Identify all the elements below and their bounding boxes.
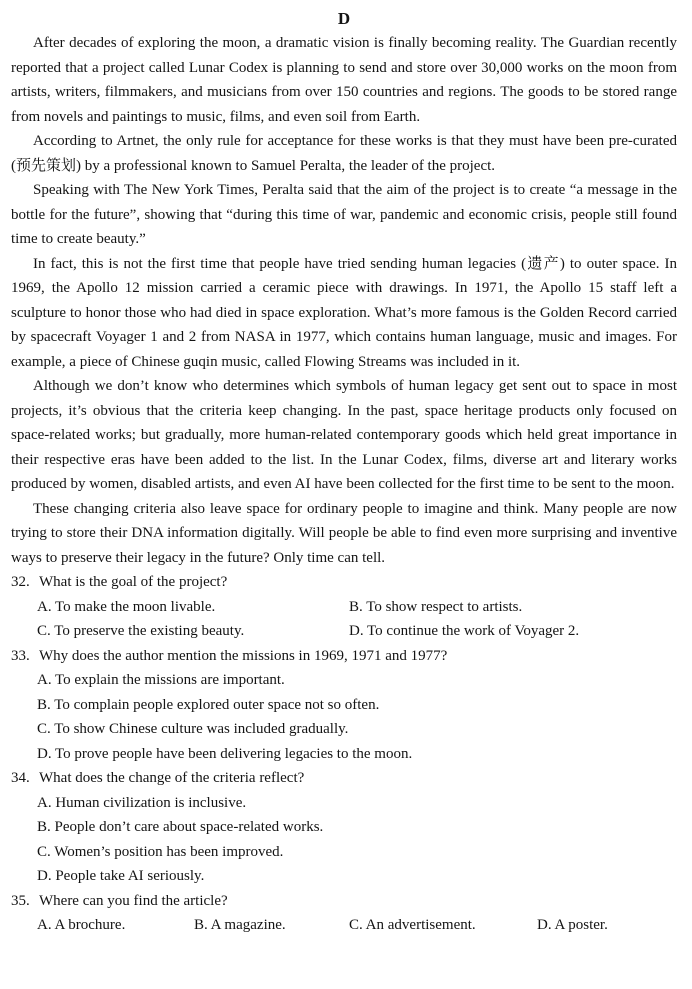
answer-option: A. A brochure.	[37, 917, 126, 933]
question-text: Why does the author mention the missions in 1969, 1971 and 1977?	[39, 647, 448, 664]
passage-paragraph: Although we don’t know who determines which symbols of human legacy get sent out to space in most projects, it’s obvious that the criteria keep changing. In the past, space heritage products only focused on space-related works; but gradually, more human-related contemporary goods which held great importance in their respective eras have been added to the list. In the Lunar Codex, films, diverse art and literary works produced by women, disabled artists, and even AI have been collected for the first time to be sent to the moon.	[11, 378, 677, 492]
question-number: 35.	[11, 892, 30, 909]
answer-option: B. To complain people explored outer space not so often.	[37, 696, 380, 713]
answer-option: B. People don’t care about space-related works.	[37, 819, 324, 835]
passage-paragraph: According to Artnet, the only rule for acceptance for these works is that they must have been pre-curated (预先策划) by a professional known to Samuel Peralta, the leader of the project.	[11, 133, 677, 174]
question-line	[11, 766, 677, 791]
options-group	[11, 913, 677, 938]
question-line	[11, 889, 677, 914]
question-35	[11, 889, 677, 938]
options-group	[11, 668, 677, 766]
passage-paragraph: These changing criteria also leave space for ordinary people to imagine and think. Many people are now trying to store their DNA information digitally. Will people be able to find even more surprising and inventive ways to preserve their legacy in the future? Only time can tell.	[11, 500, 677, 566]
question-text: Where can you find the article?	[39, 892, 228, 909]
passage-paragraph: In fact, this is not the first time that people have tried sending human legacies (遗产) to outer space. In 1969, the Apollo 12 mission carried a ceramic piece with drawings. In 1971, the Apollo 15 staff left a sculpture to honor those who had died in space exploration. What’s more famous is the Golden Record carried by spacecraft Voyager 1 and 2 from NASA in 1977, which contains human language, music and images. For example, a piece of Chinese guqin music, called Flowing Streams was included in it.	[11, 255, 677, 370]
answer-option: A. Human civilization is inclusive.	[37, 794, 247, 811]
question-line	[11, 570, 677, 595]
answer-option: C. An advertisement.	[349, 917, 476, 933]
options-group	[11, 595, 677, 644]
question-text: What is the goal of the project?	[39, 574, 228, 590]
answer-option: C. To show Chinese culture was included gradually.	[37, 721, 349, 737]
answer-option: C. Women’s position has been improved.	[37, 843, 284, 860]
passage-paragraph: Speaking with The New York Times, Peralta said that the aim of the project is to create “a message in the bottle for the future”, showing that “during this time of war, pandemic and economic crisis, people still found time to create beauty.”	[11, 182, 677, 247]
answer-option: D. A poster.	[537, 917, 608, 933]
question-number: 34.	[11, 770, 30, 786]
answer-option: B. A magazine.	[194, 917, 286, 933]
answer-option: C. To preserve the existing beauty.	[37, 623, 245, 639]
answer-option: B. To show respect to artists.	[349, 598, 523, 615]
question-text: What does the change of the criteria reflect?	[39, 770, 305, 786]
passage-section-title: D	[337, 9, 351, 28]
options-group	[11, 791, 677, 889]
answer-option: A. To make the moon livable.	[37, 598, 216, 615]
question-number: 32.	[11, 574, 30, 590]
answer-option: D. To continue the work of Voyager 2.	[349, 623, 580, 639]
answer-option: D. People take AI seriously.	[37, 868, 205, 884]
question-32	[11, 570, 677, 644]
answer-option: D. To prove people have been delivering legacies to the moon.	[37, 745, 413, 762]
question-number: 33.	[11, 647, 30, 664]
question-line	[11, 644, 677, 669]
passage-paragraph: After decades of exploring the moon, a dramatic vision is finally becoming reality. The Guardian recently reported that a project called Lunar Codex is planning to send and store over 30,000 works on the moon from artists, writers, filmmakers, and musicians from over 150 countries and regions. The goods to be stored range from novels and paintings to music, films, and even soil from Earth.	[11, 35, 677, 125]
answer-option: A. To explain the missions are important.	[37, 672, 285, 688]
question-33	[11, 644, 677, 767]
question-34	[11, 766, 677, 889]
